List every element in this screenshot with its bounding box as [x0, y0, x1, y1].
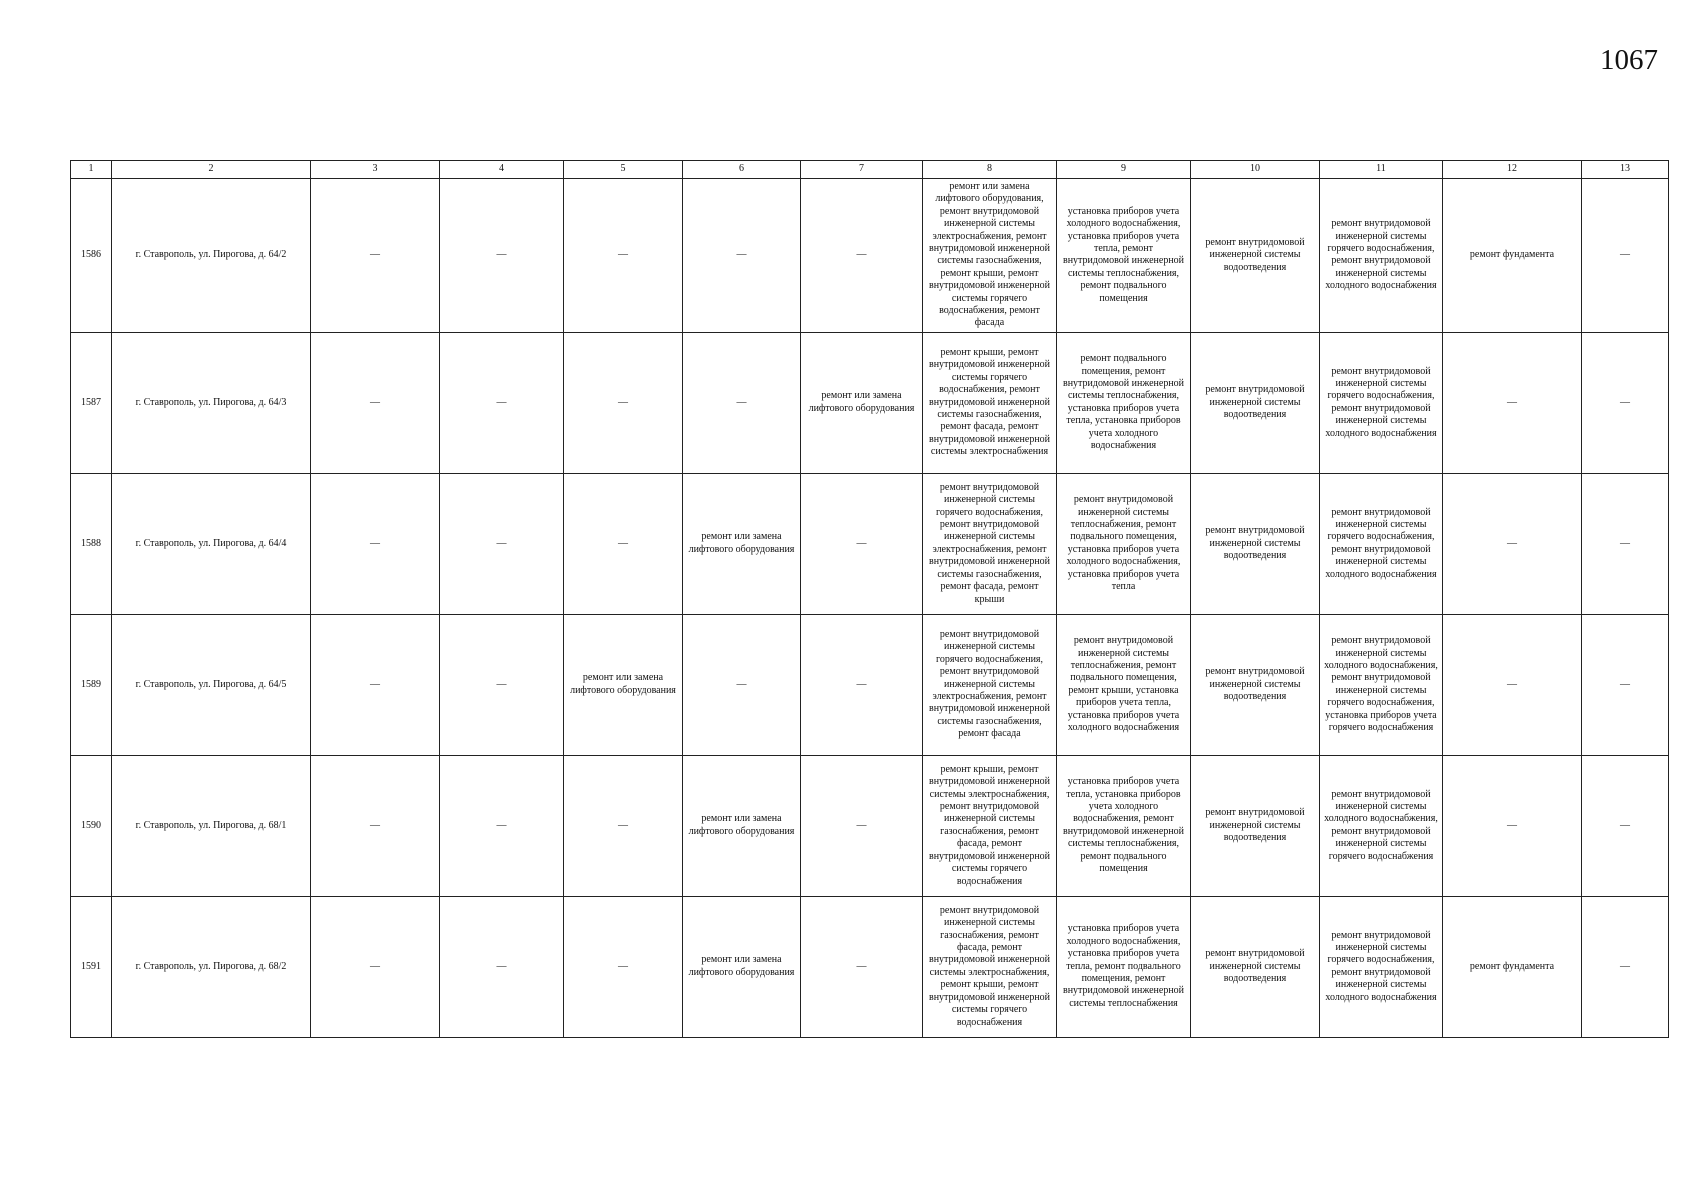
- work-cell-7: [801, 614, 923, 755]
- work-cell-6: [683, 473, 801, 614]
- work-cell-12: [1443, 614, 1582, 755]
- work-cell-7: [801, 332, 923, 473]
- column-number: 9: [1057, 161, 1191, 179]
- work-cell-10: [1191, 473, 1320, 614]
- work-cell-5: [564, 332, 683, 473]
- work-cell-8: [923, 179, 1057, 333]
- work-cell-12-text: ремонт фундамента: [1469, 249, 1555, 261]
- work-cell-5: [564, 614, 683, 755]
- table-row: [71, 473, 1669, 614]
- table-row: [71, 896, 1669, 1037]
- empty-dash: —: [1507, 819, 1517, 831]
- work-cell-6-text: ремонт или замена лифтового оборудования: [688, 954, 795, 978]
- work-cell-13: [1582, 755, 1669, 896]
- work-cell-8-text: ремонт внутридомовой инженерной системы горячего водоснабжения, ремонт внутридомовой инженерной системы электроснабжения, ремонт внутридомовой инженерной системы газоснабжения, ремонт фасада: [928, 629, 1051, 740]
- work-cell-10: [1191, 896, 1320, 1037]
- work-cell-3: [311, 896, 440, 1037]
- work-cell-11-text: ремонт внутридомовой инженерной системы горячего водоснабжения, ремонт внутридомовой инженерной системы холодного водоснабжения: [1325, 365, 1437, 439]
- work-cell-11: [1320, 332, 1443, 473]
- work-cell-5-text: ремонт или замена лифтового оборудования: [570, 672, 676, 696]
- work-cell-5: [564, 179, 683, 333]
- column-number: 7: [801, 161, 923, 179]
- work-cell-11: [1320, 179, 1443, 333]
- empty-dash: —: [370, 678, 380, 690]
- row-number-text: 1590: [81, 819, 101, 831]
- work-cell-9: [1057, 614, 1191, 755]
- empty-dash: —: [618, 396, 628, 408]
- empty-dash: —: [1620, 960, 1630, 972]
- work-cell-10-text: ремонт внутридомовой инженерной системы водоотведения: [1205, 525, 1305, 562]
- empty-dash: —: [370, 537, 380, 549]
- work-cell-6: [683, 332, 801, 473]
- empty-dash: —: [1620, 396, 1630, 408]
- column-number: 12: [1443, 161, 1582, 179]
- row-number: [71, 614, 112, 755]
- work-cell-3: [311, 179, 440, 333]
- work-cell-13: [1582, 473, 1669, 614]
- address-cell: [112, 179, 311, 333]
- address-cell-text: г. Ставрополь, ул. Пирогова, д. 64/2: [135, 249, 287, 261]
- work-cell-13: [1582, 896, 1669, 1037]
- work-cell-12: [1443, 179, 1582, 333]
- work-cell-10-text: ремонт внутридомовой инженерной системы водоотведения: [1205, 948, 1305, 985]
- empty-dash: —: [856, 678, 867, 690]
- work-cell-11: [1320, 614, 1443, 755]
- address-cell: [112, 332, 311, 473]
- column-number-row: [71, 161, 1669, 179]
- work-cell-11-text: ремонт внутридомовой инженерной системы горячего водоснабжения, ремонт внутридомовой инженерной системы холодного водоснабжения: [1325, 506, 1437, 580]
- empty-dash: —: [736, 249, 747, 261]
- work-cell-10-text: ремонт внутридомовой инженерной системы водоотведения: [1205, 236, 1305, 273]
- column-number: 3: [311, 161, 440, 179]
- empty-dash: —: [370, 819, 380, 831]
- work-cell-4: [440, 896, 564, 1037]
- work-cell-11: [1320, 473, 1443, 614]
- column-number: 13: [1582, 161, 1669, 179]
- work-cell-11: [1320, 755, 1443, 896]
- work-cell-6: [683, 755, 801, 896]
- work-cell-6-text: ремонт или замена лифтового оборудования: [688, 531, 795, 555]
- empty-dash: —: [618, 819, 628, 831]
- page-number: 1067: [1600, 44, 1658, 76]
- work-cell-4: [440, 179, 564, 333]
- work-cell-8-text: ремонт внутридомовой инженерной системы газоснабжения, ремонт фасада, ремонт внутридомовой инженерной системы электроснабжения, ремонт крыши, ремонт внутридомовой инженерной системы горячего водоснабжения: [928, 904, 1051, 1028]
- address-cell-text: г. Ставрополь, ул. Пирогова, д. 68/1: [135, 819, 287, 831]
- column-number: 4: [440, 161, 564, 179]
- work-cell-13: [1582, 179, 1669, 333]
- work-cell-12: [1443, 896, 1582, 1037]
- row-number-text: 1589: [81, 678, 101, 690]
- work-cell-8: [923, 614, 1057, 755]
- empty-dash: —: [370, 249, 380, 261]
- empty-dash: —: [496, 249, 507, 261]
- work-cell-13: [1582, 332, 1669, 473]
- work-cell-4: [440, 332, 564, 473]
- work-cell-5: [564, 755, 683, 896]
- empty-dash: —: [496, 819, 507, 831]
- work-cell-11-text: ремонт внутридомовой инженерной системы холодного водоснабжения, ремонт внутридомовой инженерной системы горячего водоснабжения, установка приборов учета горячего водоснабжения: [1324, 635, 1438, 734]
- work-cell-10: [1191, 614, 1320, 755]
- work-cell-10-text: ремонт внутридомовой инженерной системы водоотведения: [1205, 807, 1305, 844]
- work-cell-9: [1057, 179, 1191, 333]
- work-cell-3: [311, 614, 440, 755]
- address-cell: [112, 473, 311, 614]
- work-cell-9: [1057, 332, 1191, 473]
- empty-dash: —: [496, 396, 507, 408]
- work-cell-5: [564, 896, 683, 1037]
- column-number: 11: [1320, 161, 1443, 179]
- work-cell-12: [1443, 473, 1582, 614]
- work-cell-5: [564, 473, 683, 614]
- work-cell-4: [440, 755, 564, 896]
- table-row: [71, 614, 1669, 755]
- column-number: 10: [1191, 161, 1320, 179]
- work-cell-6: [683, 179, 801, 333]
- work-cell-6: [683, 614, 801, 755]
- column-number: 8: [923, 161, 1057, 179]
- table-row: [71, 755, 1669, 896]
- work-cell-9-text: установка приборов учета холодного водоснабжения, установка приборов учета тепла, ремонт внутридомовой инженерной системы теплоснабжения, ремонт подвального помещения: [1062, 205, 1185, 304]
- work-cell-9-text: установка приборов учета тепла, установка приборов учета холодного водоснабжения, ремонт внутридомовой инженерной системы теплоснабжения, ремонт подвального помещения: [1062, 776, 1185, 875]
- work-cell-4: [440, 614, 564, 755]
- row-number-text: 1591: [81, 960, 101, 972]
- empty-dash: —: [736, 678, 747, 690]
- empty-dash: —: [496, 960, 507, 972]
- address-cell-text: г. Ставрополь, ул. Пирогова, д. 64/3: [135, 396, 287, 408]
- column-number: 5: [564, 161, 683, 179]
- column-number: 2: [112, 161, 311, 179]
- row-number-text: 1588: [81, 537, 101, 549]
- address-cell-text: г. Ставрополь, ул. Пирогова, д. 64/5: [135, 678, 287, 690]
- row-number: [71, 179, 112, 333]
- work-cell-9-text: ремонт внутридомовой инженерной системы теплоснабжения, ремонт подвального помещения, ремонт крыши, установка приборов учета тепла, установка приборов учета холодного водоснабжения: [1067, 635, 1180, 734]
- table-body: [71, 179, 1669, 1038]
- work-cell-13: [1582, 614, 1669, 755]
- work-cell-10: [1191, 755, 1320, 896]
- row-number-text: 1586: [81, 249, 101, 261]
- work-cell-9: [1057, 755, 1191, 896]
- empty-dash: —: [736, 396, 747, 408]
- row-number: [71, 896, 112, 1037]
- work-cell-7: [801, 896, 923, 1037]
- empty-dash: —: [1507, 678, 1517, 690]
- work-cell-3: [311, 755, 440, 896]
- empty-dash: —: [1507, 396, 1517, 408]
- work-cell-12: [1443, 755, 1582, 896]
- empty-dash: —: [856, 819, 867, 831]
- empty-dash: —: [1620, 249, 1630, 261]
- work-cell-11: [1320, 896, 1443, 1037]
- work-cell-3: [311, 473, 440, 614]
- empty-dash: —: [618, 249, 628, 261]
- empty-dash: —: [856, 960, 867, 972]
- work-cell-12-text: ремонт фундамента: [1469, 960, 1555, 972]
- row-number: [71, 755, 112, 896]
- work-cell-7-text: ремонт или замена лифтового оборудования: [808, 390, 915, 414]
- empty-dash: —: [496, 678, 507, 690]
- repair-schedule-table: [70, 160, 1669, 1038]
- work-cell-10: [1191, 332, 1320, 473]
- row-number: [71, 332, 112, 473]
- work-cell-4: [440, 473, 564, 614]
- work-cell-7: [801, 473, 923, 614]
- work-cell-10-text: ремонт внутридомовой инженерной системы водоотведения: [1205, 384, 1305, 421]
- empty-dash: —: [370, 396, 380, 408]
- work-cell-11-text: ремонт внутридомовой инженерной системы холодного водоснабжения, ремонт внутридомовой инженерной системы горячего водоснабжения: [1324, 788, 1438, 862]
- column-number: 6: [683, 161, 801, 179]
- work-cell-9-text: ремонт подвального помещения, ремонт внутридомовой инженерной системы теплоснабжения, установка приборов учета тепла, установка приборов учета холодного водоснабжения: [1062, 353, 1185, 452]
- work-cell-8-text: ремонт крыши, ремонт внутридомовой инженерной системы электроснабжения, ремонт внутридомовой инженерной системы газоснабжения, ремонт фасада, ремонт внутридомовой инженерной системы горячего водоснабжения: [928, 763, 1051, 887]
- empty-dash: —: [1507, 537, 1517, 549]
- address-cell: [112, 755, 311, 896]
- work-cell-8: [923, 473, 1057, 614]
- empty-dash: —: [1620, 819, 1630, 831]
- work-cell-3: [311, 332, 440, 473]
- work-cell-8: [923, 896, 1057, 1037]
- work-cell-10: [1191, 179, 1320, 333]
- table-row: [71, 332, 1669, 473]
- work-cell-6: [683, 896, 801, 1037]
- address-cell: [112, 614, 311, 755]
- table-row: [71, 179, 1669, 333]
- row-number-text: 1587: [81, 396, 101, 408]
- work-cell-11-text: ремонт внутридомовой инженерной системы горячего водоснабжения, ремонт внутридомовой инженерной системы холодного водоснабжения: [1325, 218, 1437, 292]
- work-cell-7: [801, 755, 923, 896]
- address-cell-text: г. Ставрополь, ул. Пирогова, д. 68/2: [135, 960, 287, 972]
- row-number: [71, 473, 112, 614]
- empty-dash: —: [1620, 678, 1630, 690]
- work-cell-11-text: ремонт внутридомовой инженерной системы горячего водоснабжения, ремонт внутридомовой инженерной системы холодного водоснабжения: [1325, 929, 1437, 1003]
- work-cell-7: [801, 179, 923, 333]
- work-cell-9-text: ремонт внутридомовой инженерной системы теплоснабжения, ремонт подвального помещения, установка приборов учета холодного водоснабжения, установка приборов учета тепла: [1066, 494, 1181, 593]
- column-number: 1: [71, 161, 112, 179]
- empty-dash: —: [370, 960, 380, 972]
- empty-dash: —: [856, 537, 867, 549]
- work-cell-8: [923, 755, 1057, 896]
- work-cell-8-text: ремонт или замена лифтового оборудования, ремонт внутридомовой инженерной системы электроснабжения, ремонт внутридомовой инженерной системы газоснабжения, ремонт крыши, ремонт внутридомовой инженерной системы горячего водоснабжения, ремонт фасада: [928, 181, 1051, 329]
- empty-dash: —: [618, 960, 628, 972]
- work-cell-9: [1057, 896, 1191, 1037]
- work-cell-8: [923, 332, 1057, 473]
- work-cell-8-text: ремонт крыши, ремонт внутридомовой инженерной системы горячего водоснабжения, ремонт внутридомовой инженерной системы газоснабжения, ремонт фасада, ремонт внутридомовой инженерной системы электроснабжения: [928, 347, 1051, 458]
- work-cell-9-text: установка приборов учета холодного водоснабжения, установка приборов учета тепла, ремонт подвального помещения, ремонт внутридомовой инженерной системы теплоснабжения: [1062, 923, 1185, 1009]
- empty-dash: —: [496, 537, 507, 549]
- address-cell-text: г. Ставрополь, ул. Пирогова, д. 64/4: [135, 537, 287, 549]
- empty-dash: —: [618, 537, 628, 549]
- work-cell-6-text: ремонт или замена лифтового оборудования: [688, 813, 795, 837]
- work-cell-12: [1443, 332, 1582, 473]
- empty-dash: —: [856, 249, 867, 261]
- work-cell-9: [1057, 473, 1191, 614]
- address-cell: [112, 896, 311, 1037]
- work-cell-10-text: ремонт внутридомовой инженерной системы водоотведения: [1205, 666, 1305, 703]
- empty-dash: —: [1620, 537, 1630, 549]
- work-cell-8-text: ремонт внутридомовой инженерной системы горячего водоснабжения, ремонт внутридомовой инженерной системы электроснабжения, ремонт внутридомовой инженерной системы газоснабжения, ремонт фасада, ремонт крыши: [928, 481, 1051, 605]
